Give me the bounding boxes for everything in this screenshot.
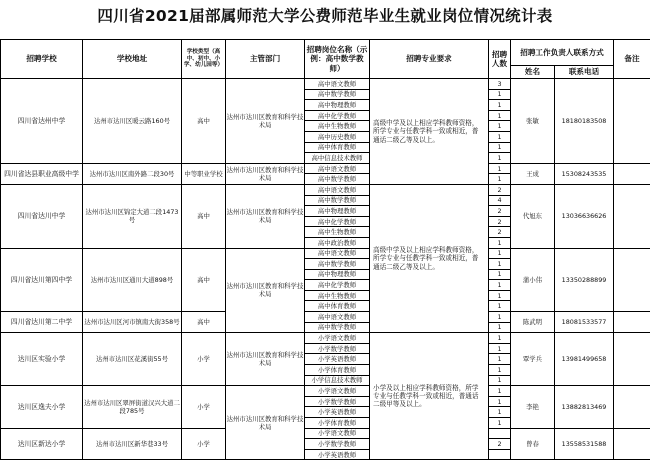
department-cell: 达州市达川区教育和科学技术局 xyxy=(226,333,305,386)
school-type-cell: 高中 xyxy=(182,79,226,164)
count-cell: 2 xyxy=(489,439,511,450)
count-cell: 1 xyxy=(489,375,511,386)
count-cell: 1 xyxy=(489,396,511,407)
count-cell: 4 xyxy=(489,195,511,206)
count-cell: 1 xyxy=(489,269,511,280)
count-cell: 1 xyxy=(489,259,511,270)
table-row xyxy=(1,79,650,90)
header-type: 学校类型（高中、初中、小学、幼儿园等） xyxy=(182,40,226,79)
count-cell: 1 xyxy=(489,407,511,418)
contact-name-cell: 陈武明 xyxy=(511,312,555,333)
school-address-cell: 达州市达川区河市镇南大街358号 xyxy=(83,312,182,333)
position-cell: 高中物理教师 xyxy=(305,206,370,217)
remark-cell xyxy=(614,163,650,184)
count-cell: 3 xyxy=(489,79,511,90)
remark-cell xyxy=(614,386,650,428)
position-cell: 高中语文教师 xyxy=(305,163,370,174)
count-cell: 2 xyxy=(489,206,511,217)
remark-cell xyxy=(614,428,650,460)
table-row xyxy=(1,312,650,323)
count-cell: 1 xyxy=(489,248,511,259)
table-body xyxy=(1,79,650,460)
school-name-cell: 达川区逸夫小学 xyxy=(1,386,83,428)
department-cell: 达州市达川区教育和科学技术局 xyxy=(226,79,305,164)
school-type-cell: 高中 xyxy=(182,248,226,312)
position-cell: 小学信息技术教师 xyxy=(305,375,370,386)
contact-phone-cell: 18081533577 xyxy=(555,312,614,333)
header-contact-name: 姓名 xyxy=(511,66,555,79)
table-row xyxy=(1,428,650,439)
position-cell: 小学体育教师 xyxy=(305,365,370,376)
table-row xyxy=(1,333,650,344)
requirement-cell: 高级中学及以上相应学科教师资格，所学专业与任教学科一致或相近，普通话二级乙等及以上。 xyxy=(370,79,489,185)
count-cell: 2 xyxy=(489,184,511,195)
position-cell: 小学语文教师 xyxy=(305,386,370,397)
contact-phone-cell: 13882813469 xyxy=(555,386,614,428)
contact-phone-cell: 15308243535 xyxy=(555,163,614,184)
count-cell: 1 xyxy=(489,100,511,111)
contact-phone-cell: 13981499658 xyxy=(555,333,614,386)
page-title: 四川省2021届部属师范大学公费师范毕业生就业岗位情况统计表 xyxy=(0,4,650,26)
count-cell xyxy=(489,428,511,439)
school-address-cell: 达州市达川区锦定大道二段1473号 xyxy=(83,184,182,248)
remark-cell xyxy=(614,312,650,333)
position-cell: 高中政治教师 xyxy=(305,237,370,248)
school-name-cell: 四川省达川第四中学 xyxy=(1,248,83,312)
position-cell: 高中数学教师 xyxy=(305,322,370,333)
position-cell: 小学英语教师 xyxy=(305,449,370,460)
department-cell: 达州市达川区教育和科学技术局 xyxy=(226,163,305,184)
position-cell: 高中数学教师 xyxy=(305,259,370,270)
position-cell: 高中物理教师 xyxy=(305,269,370,280)
school-name-cell: 达川区新达小学 xyxy=(1,428,83,460)
recruitment-table xyxy=(0,39,650,460)
position-cell: 高中化学教师 xyxy=(305,280,370,291)
contact-name-cell: 王成 xyxy=(511,163,555,184)
contact-name-cell: 覃学兵 xyxy=(511,333,555,386)
position-cell: 高中数学教师 xyxy=(305,174,370,185)
requirement-cell: 小学及以上相应学科教师资格，所学专业与任教学科一致或相近，普通话二级甲等及以上。 xyxy=(370,333,489,460)
position-cell: 高中语文教师 xyxy=(305,312,370,323)
position-cell: 高中数学教师 xyxy=(305,195,370,206)
school-address-cell: 达州市达川区南外路二段30号 xyxy=(83,163,182,184)
remark-cell xyxy=(614,79,650,164)
count-cell: 2 xyxy=(489,216,511,227)
position-cell: 高中生物教师 xyxy=(305,290,370,301)
position-cell: 高中化学教师 xyxy=(305,216,370,227)
department-cell: 达州市达川区教育和科学技术局 xyxy=(226,184,305,248)
count-cell: 1 xyxy=(489,280,511,291)
header-position: 招聘岗位名称（示例：高中数学教师） xyxy=(305,40,370,79)
school-type-cell: 高中 xyxy=(182,312,226,333)
school-address-cell: 达州市达川区花溪街55号 xyxy=(83,333,182,386)
header-requirement: 招聘专业要求 xyxy=(370,40,489,79)
position-cell: 高中生物教师 xyxy=(305,121,370,132)
table-row xyxy=(1,386,650,397)
count-cell: 1 xyxy=(489,131,511,142)
count-cell: 1 xyxy=(489,343,511,354)
count-cell: 1 xyxy=(489,365,511,376)
position-cell: 小学语文教师 xyxy=(305,428,370,439)
position-cell: 小学英语教师 xyxy=(305,354,370,365)
count-cell: 1 xyxy=(489,153,511,164)
position-cell: 高中生物教师 xyxy=(305,227,370,238)
count-cell: 1 xyxy=(489,354,511,365)
count-cell: 1 xyxy=(489,89,511,100)
school-type-cell: 高中 xyxy=(182,184,226,248)
school-address-cell: 达州市达川区翠屏街道汉兴大道二段785号 xyxy=(83,386,182,428)
remark-cell xyxy=(614,184,650,248)
position-cell: 高中体育教师 xyxy=(305,301,370,312)
requirement-cell: 高级中学及以上相应学科教师资格，所学专业与任教学科一致或相近，普通话二级乙等及以上。 xyxy=(370,184,489,332)
school-name-cell: 四川省达州中学 xyxy=(1,79,83,164)
count-cell: 1 xyxy=(489,142,511,153)
position-cell: 小学数学教师 xyxy=(305,439,370,450)
count-cell: 2 xyxy=(489,227,511,238)
remark-cell xyxy=(614,248,650,312)
department-cell: 达州市达川区教育和科学技术局 xyxy=(226,386,305,460)
contact-name-cell: 蒲小伟 xyxy=(511,248,555,312)
count-cell: 1 xyxy=(489,301,511,312)
count-cell: 1 xyxy=(489,312,511,323)
header-count: 招聘人数 xyxy=(489,40,511,79)
contact-name-cell: 代旭东 xyxy=(511,184,555,248)
contact-name-cell: 曾春 xyxy=(511,428,555,460)
school-address-cell: 达州市达川区通川大道898号 xyxy=(83,248,182,312)
school-type-cell: 小学 xyxy=(182,386,226,428)
count-cell: 1 xyxy=(489,418,511,429)
department-cell: 达州市达川区教育和科学技术局 xyxy=(226,248,305,333)
contact-phone-cell: 18180183508 xyxy=(555,79,614,164)
table-row xyxy=(1,184,650,195)
school-type-cell: 小学 xyxy=(182,333,226,386)
position-cell: 高中历史教师 xyxy=(305,131,370,142)
header-row xyxy=(1,40,650,66)
position-cell: 高中数学教师 xyxy=(305,89,370,100)
count-cell: 1 xyxy=(489,290,511,301)
position-cell: 高中化学教师 xyxy=(305,110,370,121)
header-school: 招聘学校 xyxy=(1,40,83,79)
header-address: 学校地址 xyxy=(83,40,182,79)
position-cell: 小学数学教师 xyxy=(305,343,370,354)
count-cell: 1 xyxy=(489,237,511,248)
position-cell: 高中物理教师 xyxy=(305,100,370,111)
contact-phone-cell: 13558531588 xyxy=(555,428,614,460)
count-cell: 1 xyxy=(489,163,511,174)
position-cell: 小学语文教师 xyxy=(305,333,370,344)
header-contact: 招聘工作负责人联系方式 xyxy=(511,40,614,66)
school-name-cell: 四川省达县职业高级中学 xyxy=(1,163,83,184)
count-cell: 1 xyxy=(489,110,511,121)
contact-phone-cell: 13350288899 xyxy=(555,248,614,312)
position-cell: 高中语文教师 xyxy=(305,184,370,195)
school-name-cell: 四川省达川中学 xyxy=(1,184,83,248)
position-cell: 高中体育教师 xyxy=(305,142,370,153)
count-cell: 1 xyxy=(489,174,511,185)
count-cell xyxy=(489,449,511,460)
header-contact-phone: 联系电话 xyxy=(555,66,614,79)
contact-name-cell: 张敏 xyxy=(511,79,555,164)
position-cell: 小学数学教师 xyxy=(305,396,370,407)
remark-cell xyxy=(614,333,650,386)
count-cell: 1 xyxy=(489,333,511,344)
contact-name-cell: 李艳 xyxy=(511,386,555,428)
header-dept: 主管部门 xyxy=(226,40,305,79)
position-cell: 小学体育教师 xyxy=(305,418,370,429)
school-type-cell: 小学 xyxy=(182,428,226,460)
school-address-cell: 达州市达川区新华巷33号 xyxy=(83,428,182,460)
school-address-cell: 达州市达川区暖云路160号 xyxy=(83,79,182,164)
position-cell: 高中语文教师 xyxy=(305,248,370,259)
count-cell: 1 xyxy=(489,121,511,132)
position-cell: 高中信息技术教师 xyxy=(305,153,370,164)
position-cell: 小学英语教师 xyxy=(305,407,370,418)
school-name-cell: 达川区实验小学 xyxy=(1,333,83,386)
position-cell: 高中语文教师 xyxy=(305,79,370,90)
school-name-cell: 四川省达川第二中学 xyxy=(1,312,83,333)
table-row xyxy=(1,163,650,174)
school-type-cell: 中等职业学校 xyxy=(182,163,226,184)
table-row xyxy=(1,248,650,259)
count-cell: 1 xyxy=(489,386,511,397)
header-remark: 备注 xyxy=(614,40,650,79)
contact-phone-cell: 13036636626 xyxy=(555,184,614,248)
count-cell: 1 xyxy=(489,322,511,333)
